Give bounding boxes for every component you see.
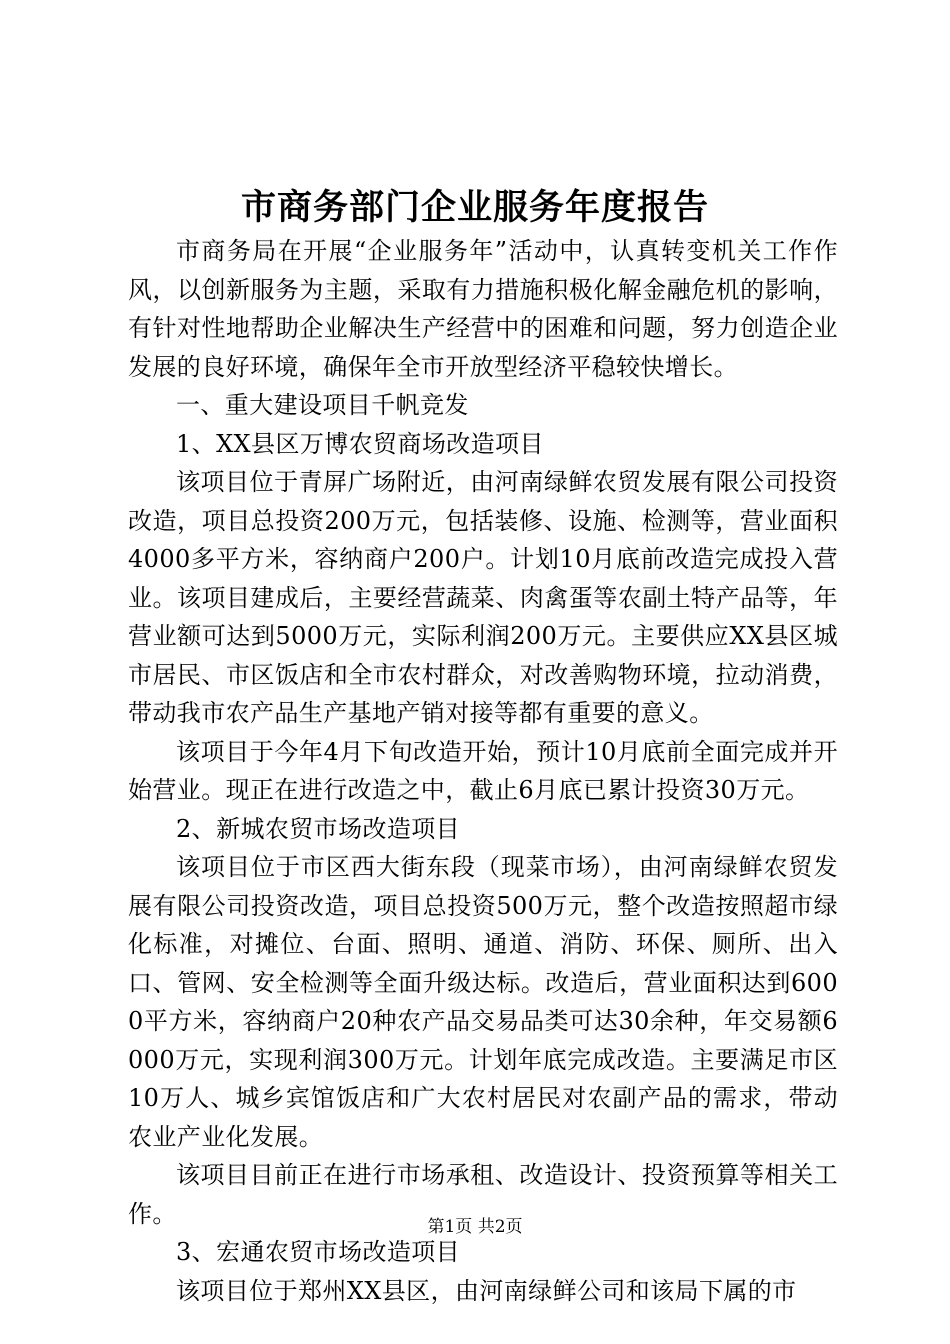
document-body: [128, 232, 838, 1310]
body-paragraph: 该项目目前正在进行市场承租、改造设计、投资预算等相关工作。: [128, 1161, 838, 1228]
body-paragraph: 该项目位于青屏广场附近，由河南绿鲜农贸发展有限公司投资改造，项目总投资200万元，包括装修、设施、检测等，营业面积4000多平方米，容纳商户200户。计划10月底前改造完成投入营业。该项目建成后，主要经营蔬菜、肉禽蛋等农副土特产品等，年营业额可达到5000万元，实际利润200万元。主要供应XX县区城市居民、市区饭店和全市农村群众，对改善购物环境，拉动消费，带动我市农产品生产基地产销对接等都有重要的意义。: [128, 468, 838, 727]
project-heading: 2、新城农贸市场改造项目: [176, 814, 461, 843]
body-paragraph: 该项目于今年4月下旬改造开始，预计10月底前全面完成并开始营业。现正在进行改造之中，截止6月底已累计投资30万元。: [128, 737, 838, 804]
section-heading: 一、重大建设项目千帆竞发: [176, 391, 469, 419]
page-footer: 第1页 共2页: [427, 1217, 523, 1237]
project-heading: 1、XX县区万博农贸商场改造项目: [176, 429, 544, 458]
project-heading: 3、宏通农贸市场改造项目: [176, 1238, 461, 1266]
intro-paragraph: 市商务局在开展“企业服务年”活动中，认真转变机关工作作风，以创新服务为主题，采取有力措施积极化解金融危机的影响，有针对性地帮助企业解决生产经营中的困难和问题，努力创造企业发展的良好环境，确保年全市开放型经济平稳较快增长。: [128, 237, 838, 381]
document-title: 市商务部门企业服务年度报告: [240, 187, 709, 228]
body-paragraph: 该项目位于市区西大街东段（现菜市场），由河南绿鲜农贸发展有限公司投资改造，项目总投资500万元，整个改造按照超市绿化标准，对摊位、台面、照明、通道、消防、环保、厕所、出入口、管网、安全检测等全面升级达标。改造后，营业面积达到6000平方米，容纳商户20种农产品交易品类可达30余种，年交易额6000万元，实现利润300万元。计划年底完成改造。主要满足市区10万人、城乡宾馆饭店和广大农村居民对农副产品的需求，带动农业产业化发展。: [128, 853, 838, 1151]
body-paragraph: 该项目位于郑州XX县区，由河南绿鲜公司和该局下属的市: [176, 1276, 797, 1305]
